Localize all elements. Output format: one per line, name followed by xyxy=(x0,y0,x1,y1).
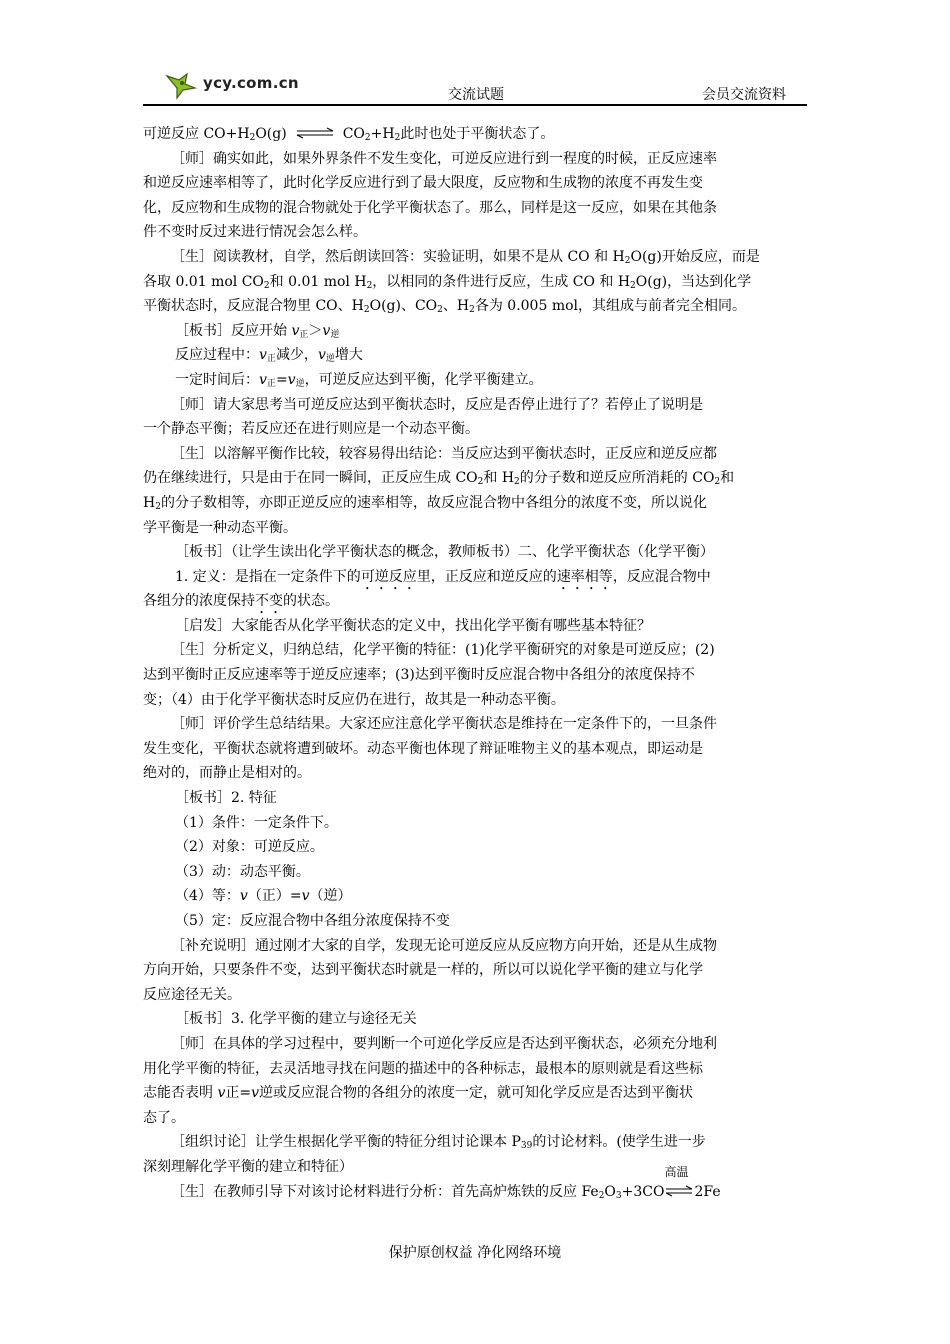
document-body xyxy=(143,122,807,1204)
text-line: 反应途径无关。 xyxy=(143,986,241,1003)
text-line: ［生］以溶解平衡作比较，较容易得出结论：当反应达到平衡状态时，正反应和逆反应都 xyxy=(171,445,717,462)
feature-item: （1）条件：一定条件下。 xyxy=(175,814,338,831)
definition-line: 1. 定义：是指在一定条件下的可逆反应里，正反应和逆反应的速率相等，反应混合物中 xyxy=(175,568,711,585)
text-line: 仍在继续进行，只是由于在同一瞬间，正反应生成 $CO_2$和 $H_2$的分子数和逆反应所消耗的 $CO_2$和 xyxy=(143,470,735,488)
feature-item: （2）对象：可逆反应。 xyxy=(175,839,324,856)
page-footer: 保护原创权益 净化网络环境 xyxy=(388,1245,562,1261)
text-line: 一个静态平衡；若反应还在进行则应是一个动态平衡。 xyxy=(143,421,479,438)
text-line: 各取 0.01 mol $CO_2$和 0.01 mol $H_2$，以相同的条件进行反应，生成 CO 和 $H_2O(g)$，当达到化学 xyxy=(143,273,752,291)
text-line: 和逆反应速率相等了，此时化学反应进行到了最大限度，反应物和生成物的浓度不再发生变 xyxy=(143,175,703,192)
text-line: 方向开始，只要条件不变，达到平衡状态时就是一样的，所以可以说化学平衡的建立与化学 xyxy=(143,962,703,979)
nav-exchange-questions[interactable]: 交流试题 xyxy=(448,87,504,103)
emphasis-text: 速率相等 xyxy=(556,568,613,585)
text-line: 学平衡是一种动态平衡。 xyxy=(143,519,297,536)
text-line: 绝对的，而静止是相对的。 xyxy=(143,765,311,782)
text-line: ［生］阅读教材，自学，然后朗读回答：实验证明，如果不是从 CO 和 $H_2O(g)$开始反应，而是 xyxy=(171,248,760,266)
text-line: 用化学平衡的特征，去灵活地寻找在问题的描述中的各种标志，最根本的原则就是看这些标 xyxy=(143,1060,703,1077)
feature-item: （5）定：反应混合物中各组分浓度保持不变 xyxy=(175,913,450,929)
text-line: 深刻理解化学平衡的建立和特征） xyxy=(143,1158,353,1175)
text-line: ［启发］大家能否从化学平衡状态的定义中，找出化学平衡有哪些基本特征？ xyxy=(175,617,651,634)
feature-item: （3）动：动态平衡。 xyxy=(175,863,310,880)
feature-item: （4）等：v（正）=v（逆） xyxy=(175,888,352,905)
nav-member-materials[interactable]: 会员交流资料 xyxy=(702,87,786,103)
header-divider xyxy=(143,104,807,106)
text-line: 达到平衡时正反应速率等于逆反应速率；(3)达到平衡时反应混合物中各组分的浓度保持不 xyxy=(143,667,695,684)
bird-logo-icon xyxy=(165,70,201,100)
reaction-condition: 高温 xyxy=(664,1164,689,1179)
text-line: 件不变时反过来进行情况会怎么样。 xyxy=(143,224,367,241)
text-line: 态了。 xyxy=(143,1109,185,1126)
text-line: 可逆反应 $CO+H_2O(g)$ $CO_2+H_2$此时也处于平衡状态了。 xyxy=(143,122,807,147)
text-line: ［补充说明］通过刚才大家的自学，发现无论可逆反应从反应物方向开始，还是从生成物 xyxy=(171,937,717,954)
text-line: ［生］在教师引导下对该讨论材料进行分析：首先高炉炼铁的反应 $Fe_2O_3+3CO$ 高温 2Fe xyxy=(143,1180,807,1205)
reaction-arrow xyxy=(664,1164,694,1205)
text-line: $H_2$的分子数相等，亦即正逆反应的速率相等，故反应混合物中各组分的浓度不变，所以说化 xyxy=(143,494,707,512)
board-note: ［板书］（让学生读出化学平衡状态的概念，教师板书）二、化学平衡状态（化学平衡） xyxy=(175,544,714,561)
text-line: ［生］分析定义，归纳总结，化学平衡的特征：(1)化学平衡研究的对象是可逆反应；(2) xyxy=(171,642,715,659)
text-line: 变；（4）由于化学平衡状态时反应仍在进行，故其是一种动态平衡。 xyxy=(143,691,565,708)
site-logo[interactable] xyxy=(165,70,325,100)
board-note: 一定时间后：$v_正=v_逆$，可逆反应达到平衡，化学平衡建立。 xyxy=(175,371,543,389)
board-note: 反应过程中：$v_正$减少，$v_逆$增大 xyxy=(175,347,363,365)
reversible-arrow xyxy=(287,122,343,147)
definition-line: 各组分的浓度保持不变的状态。 xyxy=(143,593,339,610)
text-line: 平衡状态时，反应混合物里 CO、$H_2O(g)$、$CO_2$、$H_2$各为 0.005 mol，其组成与前者完全相同。 xyxy=(143,298,747,316)
text-line: 志能否表明 v正=v逆或反应混合物的各组分的浓度一定，就可知化学反应是否达到平衡状 xyxy=(143,1085,694,1102)
text-line: ［师］在具体的学习过程中，要判断一个可逆化学反应是否达到平衡状态，必须充分地利 xyxy=(171,1035,717,1052)
text-line: ［师］确实如此，如果外界条件不发生变化，可逆反应进行到一程度的时候，正反应速率 xyxy=(171,150,717,167)
text-line: 化，反应物和生成物的混合物就处于化学平衡状态了。那么，同样是这一反应，如果在其他条 xyxy=(143,199,717,216)
page-header xyxy=(143,62,807,106)
board-note: ［板书］3. 化学平衡的建立与途径无关 xyxy=(175,1011,417,1028)
board-note: ［板书］反应开始 $v_正>v_逆$ xyxy=(175,322,340,340)
emphasis-text: 可逆反应 xyxy=(360,568,417,585)
text-line: ［师］评价学生总结结果。大家还应注意化学平衡状态是维持在一定条件下的，一旦条件 xyxy=(171,716,717,733)
board-note: ［板书］2. 特征 xyxy=(175,790,277,807)
emphasis-text: 不变 xyxy=(255,593,283,610)
text-line: ［组织讨论］让学生根据化学平衡的特征分组讨论课本 $P_{39}$的讨论材料。(使学生进一步 xyxy=(171,1134,706,1152)
logo-text: ycy.com.cn xyxy=(203,74,299,92)
text-line: 发生变化，平衡状态就将遭到破坏。动态平衡也体现了辩证唯物主义的基本观点，即运动是 xyxy=(143,740,703,757)
text-line: ［师］请大家思考当可逆反应达到平衡状态时，反应是否停止进行了？若停止了说明是 xyxy=(171,396,703,413)
